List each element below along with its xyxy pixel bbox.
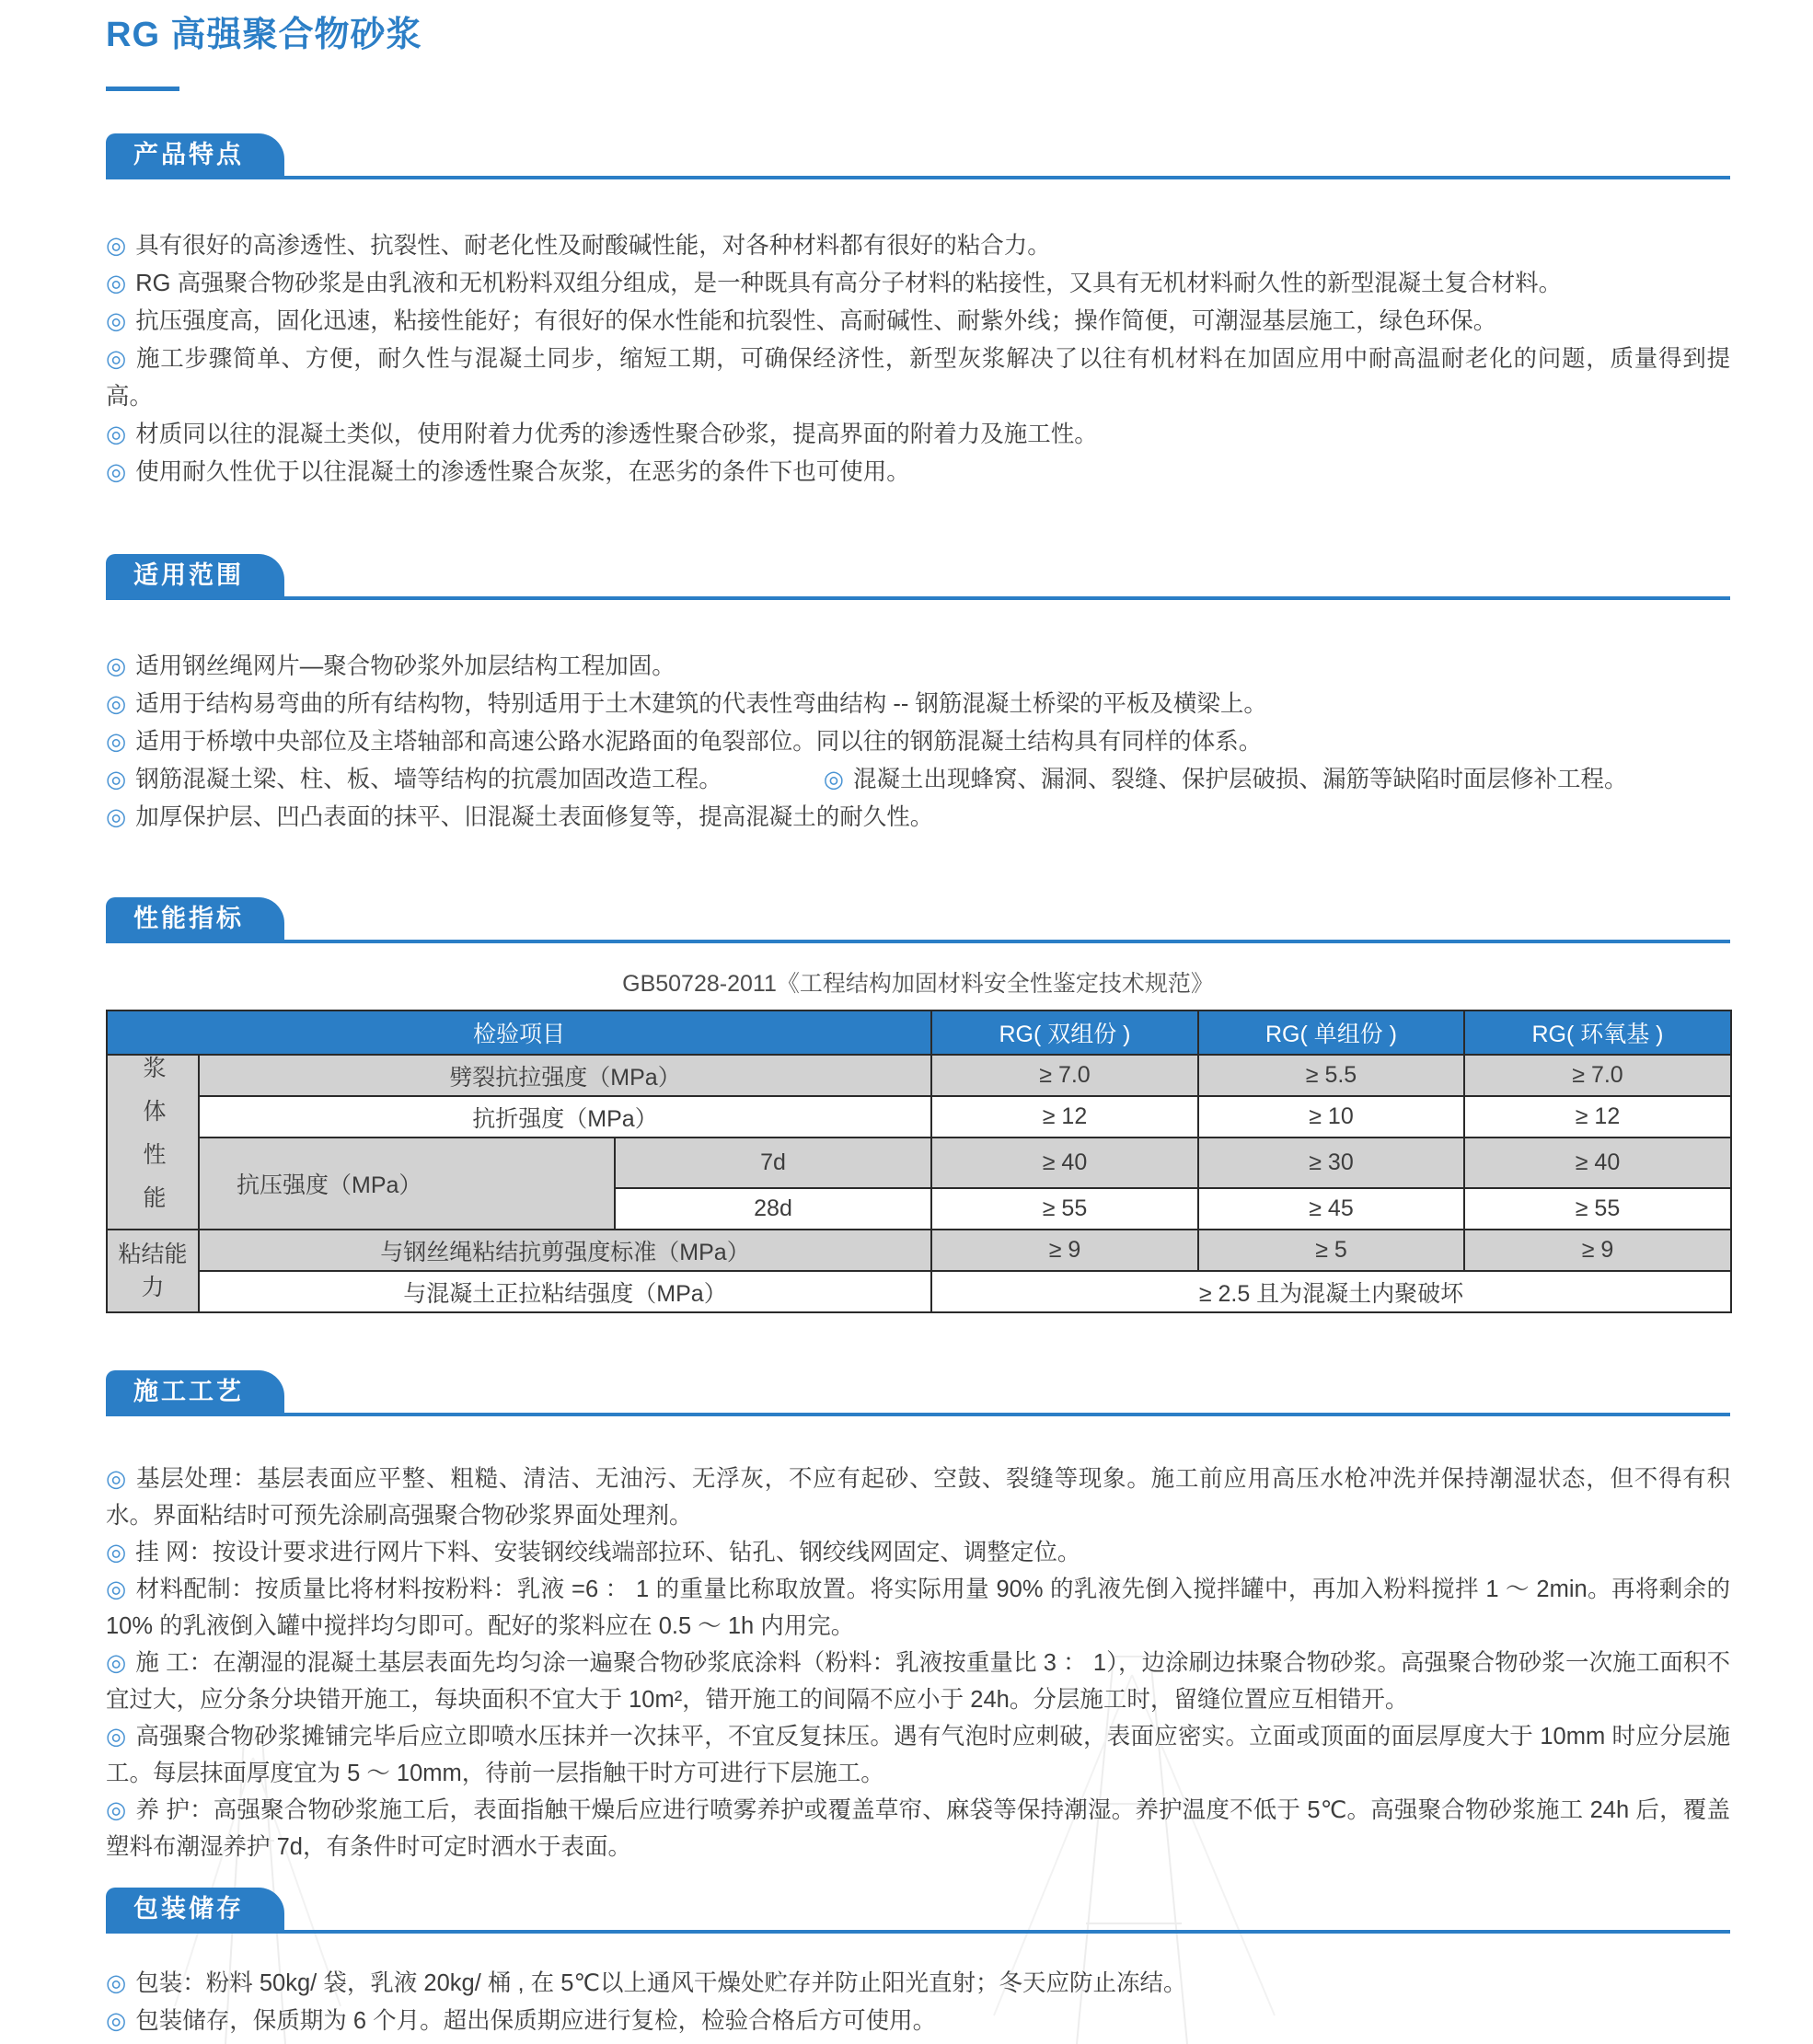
bullet-icon [106,346,136,372]
packaging-list [106,1965,1730,2040]
section-badge-scope: 适用范围 [106,554,284,596]
cell-value: ≥ 12 [931,1096,1198,1137]
packaging-item [106,1965,1730,2003]
feature-text: 抗压强度高，固化迅速，粘接性能好；有很好的保水性能和抗裂性、高耐碱性、耐紫外线；操作简便，可潮湿基层施工，绿色环保。 [135,308,1497,334]
page-title: RG 高强聚合物砂浆 [106,16,422,54]
bullet-icon [106,653,135,679]
cell-value: ≥ 30 [1198,1137,1464,1188]
bullet-icon [824,767,853,792]
cell-value: ≥ 12 [1464,1096,1731,1137]
packaging-item [106,2003,1730,2040]
feature-text: 具有很好的高渗透性、抗裂性、耐老化性及耐酸碱性能，对各种材料都有很好的粘合力。 [135,233,1051,259]
bullet-icon [106,1970,135,1996]
feature-item [106,227,1730,265]
section-header-packaging [106,1888,1730,1934]
scope-text: 加厚保护层、凹凸表面的抹平、旧混凝土表面修复等，提高混凝土的耐久性。 [135,804,934,830]
scope-item-dual [106,761,1730,799]
process-item [106,1534,1730,1571]
feature-item [106,303,1730,341]
bullet-icon [106,1540,135,1565]
row-group-slurry: 浆体性能 [107,1055,199,1230]
process-text: 高强聚合物砂浆摊铺完毕后应立即喷水压抹并一次抹平，不宜反复抹压。遇有气泡时应刺破，表面应密实。立面或顶面的面层厚度大于 10mm 时应分层施工。每层抹面厚度宜为 5 ～ 10mm，待前一层指触干时方可进行下层施工。 [106,1724,1730,1786]
row-group-bonding: 粘结能力 [107,1230,199,1312]
cell-value: ≥ 55 [1464,1188,1731,1230]
process-text: 施 工：在潮湿的混凝土基层表面先均匀涂一遍聚合物砂浆底涂料（粉料：乳液按重量比 3 ： 1），边涂刷边抹聚合物砂浆。高强聚合物砂浆一次施工面积不宜过大，应分条分块错开施工，每块面积不宜大于 10m²，错开施工的间隔不应小于 24h。分层施工时，留缝位置应互相错开。 [106,1650,1730,1713]
section-badge-process: 施工工艺 [106,1370,284,1413]
scope-text: 适用于桥墩中央部位及主塔轴部和高速公路水泥路面的龟裂部位。同以往的钢筋混凝土结构具有同样的体系。 [135,729,1263,755]
feature-item [106,454,1730,491]
cell-label: 抗折强度（MPa） [199,1096,931,1137]
bullet-icon [106,233,135,259]
scope-item [106,648,1730,686]
cell-value: ≥ 9 [1464,1230,1731,1271]
feature-item [106,265,1730,303]
features-list [106,227,1730,491]
col-header-item: 检验项目 [107,1010,931,1055]
section-badge-performance: 性能指标 [106,897,284,940]
process-text: 养 护：高强聚合物砂浆施工后，表面指触干燥后应进行喷雾养护或覆盖草帘、麻袋等保持潮湿。养护温度不低于 5℃。高强聚合物砂浆施工 24h 后，覆盖塑料布潮湿养护 7d，有条件时可定时洒水于表面。 [106,1797,1730,1860]
process-text: 基层处理：基层表面应平整、粗糙、清洁、无油污、无浮灰，不应有起砂、空鼓、裂缝等现象。施工前应用高压水枪冲洗并保持潮湿状态，但不得有积水。界面粘结时可预先涂刷高强聚合物砂浆界面处理剂。 [106,1466,1730,1529]
bullet-icon [106,1724,136,1750]
section-header-features [106,133,1730,179]
scope-text: 适用钢丝绳网片—聚合物砂浆外加层结构工程加固。 [135,653,676,679]
process-list [106,1461,1730,1865]
cell-label: 劈裂抗拉强度（MPa） [199,1055,931,1096]
cell-value: ≥ 10 [1198,1096,1464,1137]
process-item [106,1645,1730,1718]
scope-item [106,723,1730,761]
process-item [106,1571,1730,1645]
cell-value-span: ≥ 2.5 且为混凝土内聚破坏 [931,1271,1731,1312]
section-header-process [106,1370,1730,1416]
process-item [106,1792,1730,1865]
title-underline [106,87,179,91]
bullet-icon [106,1797,135,1823]
table-row [107,1055,1731,1096]
process-item [106,1718,1730,1792]
bullet-icon [106,1650,135,1676]
process-item [106,1461,1730,1534]
cell-value: ≥ 5 [1198,1230,1464,1271]
process-text: 材料配制：按质量比将材料按粉料：乳液 =6 ： 1 的重量比称取放置。将实际用量 90% 的乳液先倒入搅拌罐中，再加入粉料搅拌 1 ～ 2min。再将剩余的 10% 的乳液倒入罐中搅拌均匀即可。配好的浆料应在 0.5 ～ 1h 内用完。 [106,1576,1730,1639]
table-row [107,1137,1731,1188]
scope-list [106,648,1730,837]
cell-label-compressive: 抗压强度（MPa） [199,1137,615,1230]
feature-text: 材质同以往的混凝土类似，使用附着力优秀的渗透性聚合砂浆，提高界面的附着力及施工性。 [135,422,1098,447]
table-caption: GB50728-2011《工程结构加固材料安全性鉴定技术规范》 [622,971,1214,997]
scope-text: 混凝土出现蜂窝、漏洞、裂缝、保护层破损、漏筋等缺陷时面层修补工程。 [853,767,1628,792]
col-header-rg1: RG( 单组份 ) [1198,1010,1464,1055]
bullet-icon [106,308,135,334]
section-header-performance [106,897,1730,943]
feature-item [106,341,1730,416]
cell-value: ≥ 55 [931,1188,1198,1230]
cell-sublabel: 28d [615,1188,931,1230]
scope-item [106,799,1730,837]
col-header-rg2: RG( 双组份 ) [931,1010,1198,1055]
scope-text: 钢筋混凝土梁、柱、板、墙等结构的抗震加固改造工程。 [135,767,722,792]
cell-value: ≥ 5.5 [1198,1055,1464,1096]
cell-label: 与混凝土正拉粘结强度（MPa） [199,1271,931,1312]
cell-sublabel: 7d [615,1137,931,1188]
section-badge-packaging: 包装储存 [106,1888,284,1930]
bullet-icon [106,804,135,830]
cell-value: ≥ 40 [931,1137,1198,1188]
table-row [107,1271,1731,1312]
table-row [107,1096,1731,1137]
cell-value: ≥ 7.0 [931,1055,1198,1096]
packaging-text: 包装：粉料 50kg/ 袋，乳液 20kg/ 桶 , 在 5℃以上通风干燥处贮存并防止阳光直射；冬天应防止冻结。 [135,1970,1187,1996]
cell-value: ≥ 40 [1464,1137,1731,1188]
feature-text: RG 高强聚合物砂浆是由乳液和无机粉料双组分组成，是一种既具有高分子材料的粘接性，又具有无机材料耐久性的新型混凝土复合材料。 [135,271,1563,296]
cell-value: ≥ 45 [1198,1188,1464,1230]
cell-value: ≥ 7.0 [1464,1055,1731,1096]
feature-text: 使用耐久性优于以往混凝土的渗透性聚合灰浆，在恶劣的条件下也可使用。 [135,459,910,485]
bullet-icon [106,2008,135,2034]
cell-value: ≥ 9 [931,1230,1198,1271]
bullet-icon [106,1466,136,1492]
section-badge-features: 产品特点 [106,133,284,176]
cell-label: 与钢丝绳粘结抗剪强度标准（MPa） [199,1230,931,1271]
bullet-icon [106,422,135,447]
section-header-scope [106,554,1730,600]
bullet-icon [106,767,135,792]
bullet-icon [106,691,135,717]
packaging-text: 包装储存，保质期为 6 个月。超出保质期应进行复检，检验合格后方可使用。 [135,2008,937,2034]
bullet-icon [106,729,135,755]
feature-text: 施工步骤简单、方便，耐久性与混凝土同步，缩短工期，可确保经济性，新型灰浆解决了以往有机材料在加固应用中耐高温耐老化的问题，质量得到提高。 [106,346,1730,410]
feature-item [106,416,1730,454]
scope-item [106,686,1730,723]
col-header-epoxy: RG( 环氧基 ) [1464,1010,1731,1055]
bullet-icon [106,271,135,296]
performance-table [106,1010,1732,1313]
table-row [107,1230,1731,1271]
scope-text: 适用于结构易弯曲的所有结构物，特别适用于土木建筑的代表性弯曲结构 -- 钢筋混凝土桥梁的平板及横梁上。 [135,691,1267,717]
table-header-row [107,1010,1731,1055]
bullet-icon [106,1576,136,1602]
bullet-icon [106,459,135,485]
process-text: 挂 网：按设计要求进行网片下料、安装钢绞线端部拉环、钻孔、钢绞线网固定、调整定位。 [135,1540,1081,1565]
